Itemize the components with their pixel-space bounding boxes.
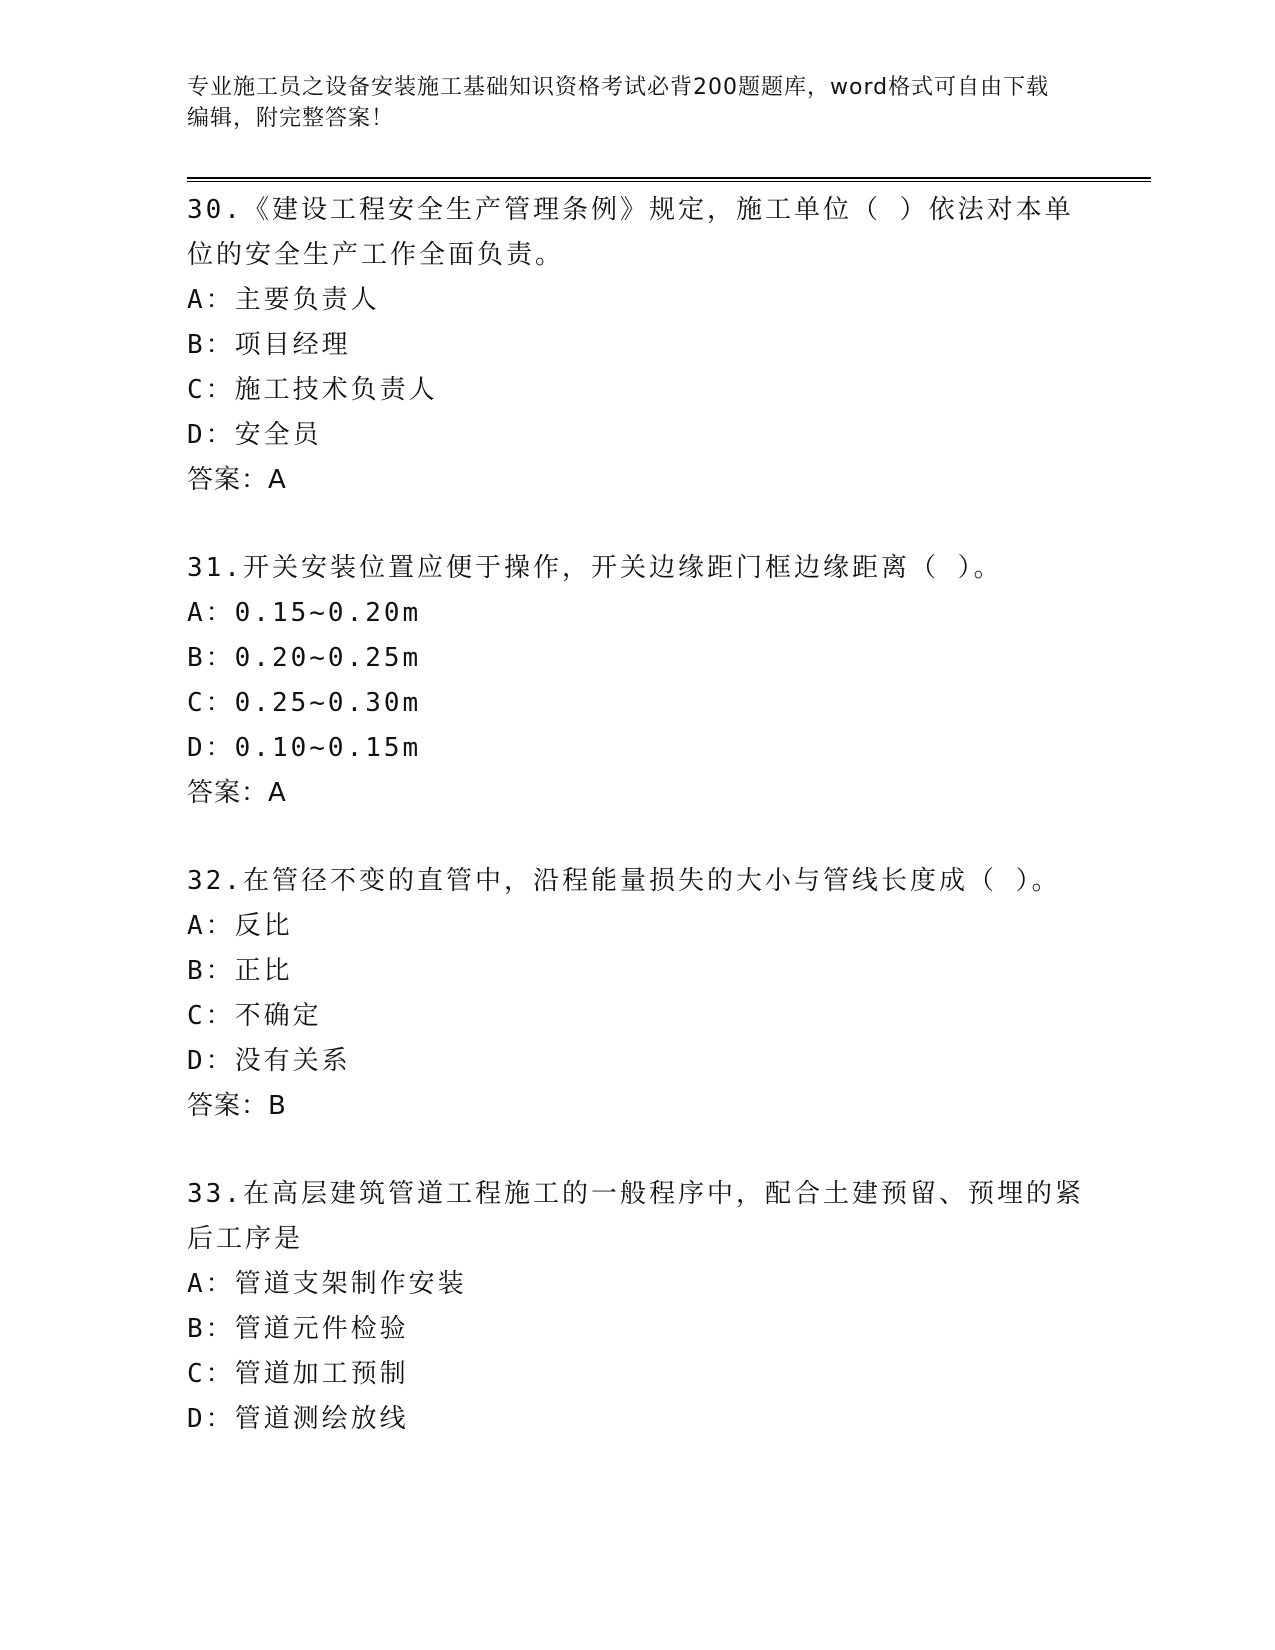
option-c: C：施工技术负责人 (187, 375, 438, 405)
option-d: D：没有关系 (187, 1046, 351, 1076)
option-b: B：管道元件检验 (187, 1314, 409, 1344)
question-stem: 32.在管径不变的直管中，沿程能量损失的大小与管线长度成（ ）。 (187, 866, 1061, 896)
question-stem: 31.开关安装位置应便于操作，开关边缘距门框边缘距离（ ）。 (187, 553, 1003, 583)
option-a: A：主要负责人 (187, 285, 380, 315)
option-a: A：0.15~0.20m (187, 598, 422, 628)
question-33 (187, 1172, 1087, 1442)
document-header: 专业施工员之设备安装施工基础知识资格考试必背200题题库，word格式可自由下载编辑，附完整答案！ (187, 75, 1050, 131)
answer: 答案：A (187, 465, 287, 495)
header-divider (187, 177, 1151, 182)
option-d: D：管道测绘放线 (187, 1404, 409, 1434)
option-b: B：项目经理 (187, 330, 351, 360)
option-a: A：反比 (187, 911, 293, 941)
question-30 (187, 188, 1087, 503)
answer: 答案：B (187, 1091, 287, 1121)
option-c: C：不确定 (187, 1001, 322, 1031)
question-stem: 30.《建设工程安全生产管理条例》规定，施工单位（ ）依法对本单位的安全生产工作全面负责。 (187, 195, 1074, 270)
option-d: D：0.10~0.15m (187, 733, 422, 763)
option-c: C：管道加工预制 (187, 1359, 409, 1389)
option-b: B：正比 (187, 956, 293, 986)
question-stem: 33.在高层建筑管道工程施工的一般程序中，配合土建预留、预埋的紧后工序是 (187, 1179, 1084, 1254)
option-d: D：安全员 (187, 420, 322, 450)
option-b: B：0.20~0.25m (187, 643, 422, 673)
question-31 (187, 546, 1087, 816)
option-c: C：0.25~0.30m (187, 688, 422, 718)
question-32 (187, 859, 1087, 1129)
question-list (187, 188, 1087, 1485)
answer: 答案：A (187, 778, 287, 808)
option-a: A：管道支架制作安装 (187, 1269, 467, 1299)
